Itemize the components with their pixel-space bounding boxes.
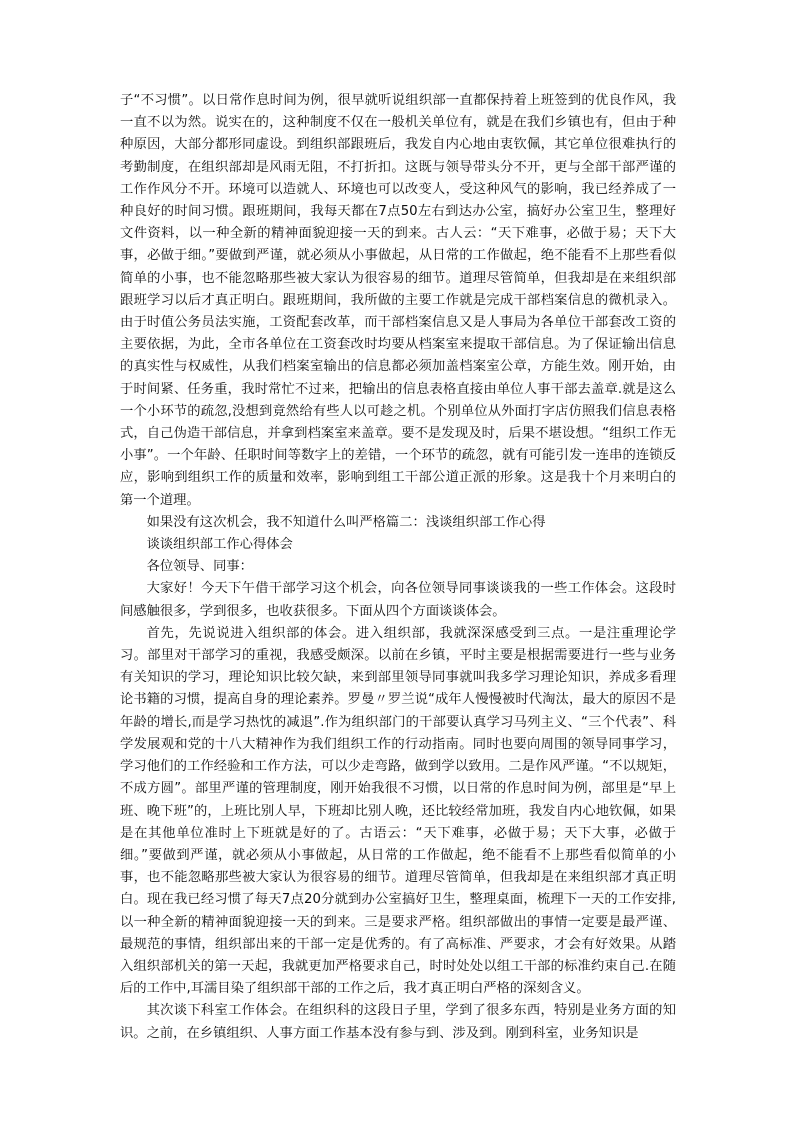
paragraph-greeting: 大家好！今天下午借干部学习这个机会，向各位领导同事谈谈我的一些工作体会。这段时间感触很多，学到很多，也收获很多。下面从四个方面谈谈体会。 — [120, 581, 676, 619]
paragraph-section-transition: 如果没有这次机会，我不知道什么叫严格篇二：浅谈组织部工作心得 — [146, 514, 546, 530]
paragraph-habit-story: 子“不习惯”。以日常作息时间为例，很早就听说组织部一直都保持着上班签到的优良作风，我一直不以为然。说实在的，这种制度不仅在一般机关单位有，就是在我们乡镇也有，但由于种种原因，大部分都形同虚设。到组织部跟班后，我发自内心地由衷钦佩，其它单位很难执行的考勤制度，在组织部却是风雨无阻，不打折扣。这既与领导带头分不开，更与全部干部严谨的工作作风分不开。环境可以造就人、环境也可以改变人，受这种风气的影响，我已经养成了一种良好的时间习惯。跟班期间，我每天都在7点50左右到达办公室，搞好办公室卫生，整理好文件资料，以一种全新的精神面貌迎接一天的到来。古人云：“天下难事，必做于易；天下大事，必做于细。”要做到严谨，就必须从小事做起，从日常的工作做起，绝不能看不上那些看似简单的小事，也不能忽略那些被大家认为很容易的细节。道理尽管简单，但我却是在来组织部跟班学习以后才真正明白。跟班期间，我所做的主要工作就是完成干部档案信息的微机录入。由于时值公务员法实施，工资配套改革，而干部档案信息又是人事局为各单位干部套改工资的主要依据，为此，全市各单位在工资套改时均要从档案室来提取干部信息。为了保证输出信息的真实性与权威性，从我们档案室输出的信息都必须加盖档案室公章，方能生效。刚开始，由于时间紧、任务重，我时常忙不过来，把输出的信息表格直接由单位人事干部去盖章.就是这么一个小环节的疏忽,没想到竟然给有些人以可趁之机。个别单位从外面打字店仿照我们信息表格式，自己伪造干部信息，并拿到档案室来盖章。要不是发现及时，后果不堪设想。“组织工作无小事”。一个年龄、任职时间等数字上的差错，一个环节的疏忽，就有可能引发一连串的连锁反应，影响到组织工作的质量和效率，影响到组工干部公道正派的形象。这是我十个月来明白的第一个道理。 — [120, 93, 676, 508]
document-title: 谈谈组织部工作心得体会 — [146, 537, 293, 553]
document-page — [120, 90, 676, 1045]
paragraph-first-point: 首先，先说说进入组织部的体会。进入组织部，我就深深感受到三点。一是注重理论学习。部里对干部学习的重视，我感受颇深。以前在乡镇，平时主要是根据需要进行一些与业务有关知识的学习，理论知识比较欠缺，来到部里领导同事就叫我多学习理论知识，养成多看理论书籍的习惯，提高自身的理论素养。罗曼〃罗兰说“成年人慢慢被时代淘汰，最大的原因不是年龄的增长,而是学习热忱的减退”.作为组织部门的干部要认真学习马列主义、“三个代表”、科学发展观和党的十八大精神作为我们组织工作的行动指南。同时也要向周围的领导同事学习，学习他们的工作经验和工作方法，可以少走弯路，做到学以致用。二是作风严谨。“不以规矩，不成方圆”。部里严谨的管理制度，刚开始我很不习惯，以日常的作息时间为例，部里是“早上班、晚下班”的，上班比别人早，下班却比别人晚，还比较经常加班，我发自内心地钦佩，如果是在其他单位准时上下班就是好的了。古语云：“天下难事，必做于易；天下大事，必做于细。”要做到严谨，就必须从小事做起，从日常的工作做起，绝不能看不上那些看似简单的小事，也不能忽略那些被大家认为很容易的细节。道理尽管简单，但我却是在来组织部才真正明白。现在我已经习惯了每天7点20分就到办公室搞好卫生，整理桌面，梳理下一天的工作安排,以一种全新的精神面貌迎接一天的到来。三是要求严格。组织部做出的事情一定要是最严谨、最规范的事情，组织部出来的干部一定是优秀的。有了高标准、严要求，才会有好效果。从踏入组织部机关的第一天起，我就更加严格要求自己，时时处处以组工干部的标准约束自己.在随后的工作中,耳濡目染了组织部干部的工作之后，我才真正明白严格的深刻含义。 — [120, 625, 676, 997]
paragraph-second-point: 其次谈下科室工作体会。在组织科的这段日子里，学到了很多东西，特别是业务方面的知识。之前，在乡镇组织、人事方面工作基本没有参与到、涉及到。刚到科室，业务知识是 — [120, 1003, 676, 1041]
salutation: 各位领导、同事： — [146, 559, 253, 575]
